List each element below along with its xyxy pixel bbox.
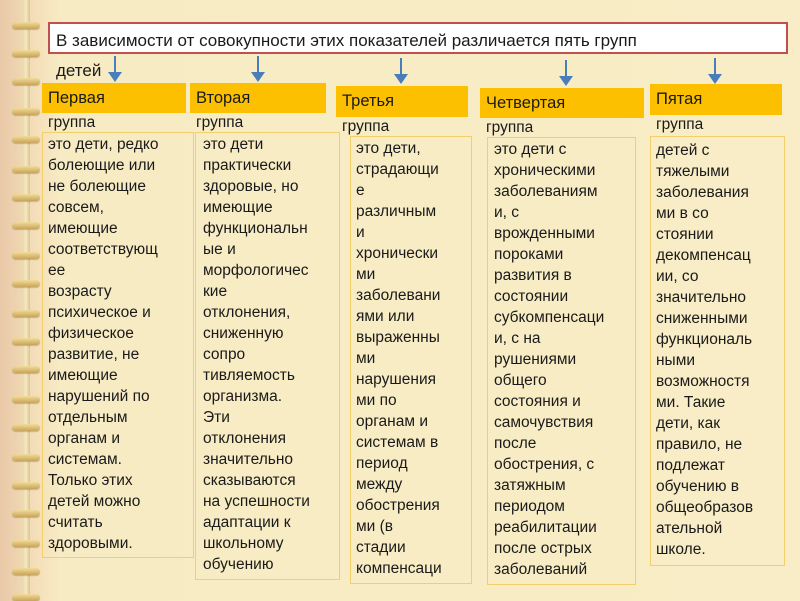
- arrow-down-icon: [714, 58, 716, 80]
- group-1-header: Первая: [42, 83, 186, 113]
- arrow-down-icon: [400, 58, 402, 80]
- arrow-down-icon: [257, 56, 259, 78]
- group-5-subtitle: группа: [656, 116, 704, 133]
- group-5-text: детей с тяжелыми заболевания ми в со стоянии декомпенсац ии, со значительно сниженными функциональ ными возможностя ми. Такие дети, как правило, не подлежат обучению в общеобразов ательной школе.: [656, 142, 754, 558]
- group-1-text: это дети, редко болеющие или не болеющие совсем, имеющие соответствующ ее возрасту психическое и физическое развитие, не имеющие нарушений по отдельным органам и системам. Только этих детей можно считать здоровыми.: [48, 136, 159, 552]
- arrow-down-icon: [114, 56, 116, 78]
- group-4-header: Четвертая: [480, 88, 644, 118]
- title-text: В зависимости от совокупности этих показателей различается пять групп детей: [56, 31, 637, 80]
- group-3-header: Третья: [336, 86, 468, 117]
- group-5-header: Пятая: [650, 84, 782, 115]
- group-2-header: Вторая: [190, 83, 326, 113]
- group-3-text: это дети, страдающи е различным и хронически ми заболевани ями или выраженны ми нарушения ми по органам и системам в период между обострения ми (в стадии компенсаци: [356, 140, 442, 577]
- group-4-text: это дети с хроническими заболеваниям и, с врожденными пороками развития в состоянии субкомпенсаци и, с на рушениями общего состояния и самочувствия после обострения, с затяжным периодом реабилитации после острых заболеваний: [494, 141, 605, 578]
- arrow-down-icon: [565, 60, 567, 82]
- group-2-text: это дети практически здоровые, но имеющие функциональн ые и морфологичес кие отклонения, сниженную сопро тивляемость организма. Эти отклонения значительно сказываются на успешности адаптации к школьному обучению: [203, 136, 310, 573]
- group-2-subtitle: группа: [196, 114, 244, 131]
- group-4-subtitle: группа: [486, 119, 534, 136]
- group-3-subtitle: группа: [342, 118, 390, 135]
- group-1-subtitle: группа: [48, 114, 96, 131]
